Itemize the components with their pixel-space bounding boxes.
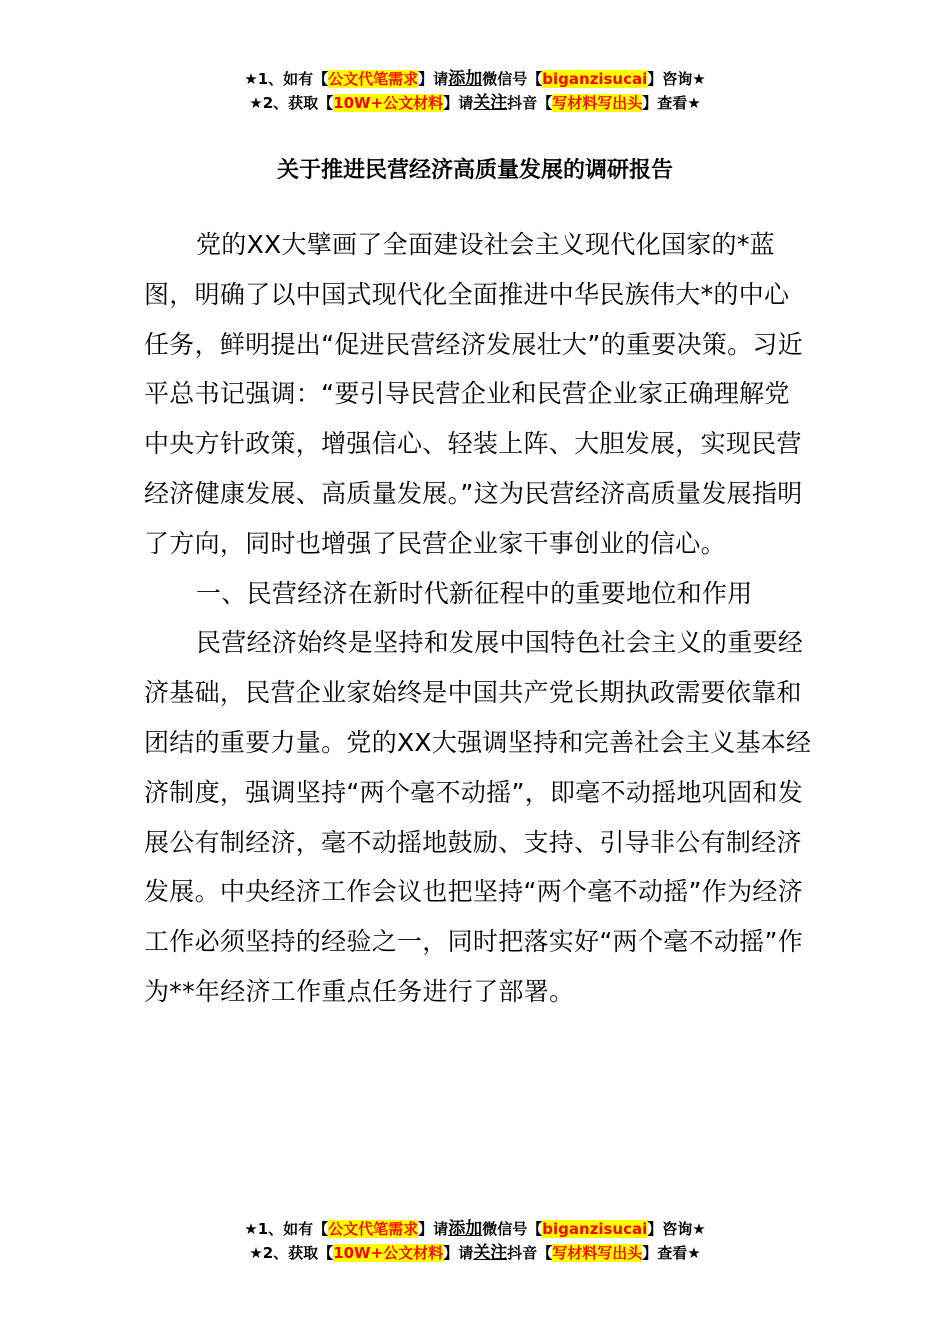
promo-text: 微信号【 [482,70,543,88]
promo-emphasis: 关注 [473,1243,508,1263]
promo-text: 】请 [418,70,449,88]
promo-text: ★2、获取【 [249,94,334,112]
promo-text: 抖音【 [507,94,553,112]
document-body [144,220,812,1017]
promo-emphasis: 关注 [473,93,508,113]
promo-highlight: 公文代笔需求 [328,70,419,88]
promo-text: 微信号【 [482,1220,543,1238]
promo-line-1 [0,67,950,91]
promo-header [0,67,950,115]
promo-wechat-id: biganzisucai [542,1220,648,1238]
promo-footer [0,1217,950,1265]
promo-text: ★1、如有【 [244,1220,329,1238]
promo-wechat-id: biganzisucai [542,70,648,88]
promo-text: ★1、如有【 [244,70,329,88]
promo-douyin-id: 写材料写出头 [552,1244,643,1262]
promo-text: 】查看★ [642,1244,701,1262]
document-title: 关于推进民营经济高质量发展的调研报告 [276,158,673,183]
promo-text: 抖音【 [507,1244,553,1262]
promo-line-1 [0,1217,950,1241]
promo-emphasis: 添加 [448,69,483,89]
promo-highlight: 公文代笔需求 [328,1220,419,1238]
promo-highlight: 10W+公文材料 [333,1244,444,1262]
section-heading: 一、民营经济在新时代新征程中的重要地位和作用 [196,578,753,608]
promo-text: 】咨询★ [647,70,706,88]
promo-highlight: 10W+公文材料 [333,94,444,112]
body-paragraph: 党的XX大擘画了全面建设社会主义现代化国家的*蓝图，明确了以中国式现代化全面推进中华民族伟大*的中心任务，鲜明提出“促进民营经济发展壮大”的重要决策。习近平总书记强调：“要引导民营企业和民营企业家正确理解党中央方针政策，增强信心、轻装上阵、大胆发展，实现民营经济健康发展、高质量发展。”这为民营经济高质量发展指明了方向，同时也增强了民营企业家干事创业的信心。 [144,230,804,558]
promo-emphasis: 添加 [448,1219,483,1239]
promo-line-2 [0,1241,950,1265]
promo-text: 】咨询★ [647,1220,706,1238]
promo-line-2 [0,91,950,115]
promo-douyin-id: 写材料写出头 [552,94,643,112]
body-paragraph: 民营经济始终是坚持和发展中国特色社会主义的重要经济基础，民营企业家始终是中国共产党长期执政需要依靠和团结的重要力量。党的XX大强调坚持和完善社会主义基本经济制度，强调坚持“两个毫不动摇”，即毫不动摇地巩固和发展公有制经济，毫不动摇地鼓励、支持、引导非公有制经济发展。中央经济工作会议也把坚持“两个毫不动摇”作为经济工作必须坚持的经验之一，同时把落实好“两个毫不动摇”作为**年经济工作重点任务进行了部署。 [144,628,812,1006]
promo-text: 】请 [418,1220,449,1238]
promo-text: ★2、获取【 [249,1244,334,1262]
promo-text: 】查看★ [642,94,701,112]
promo-text: 】请 [443,94,474,112]
promo-text: 】请 [443,1244,474,1262]
